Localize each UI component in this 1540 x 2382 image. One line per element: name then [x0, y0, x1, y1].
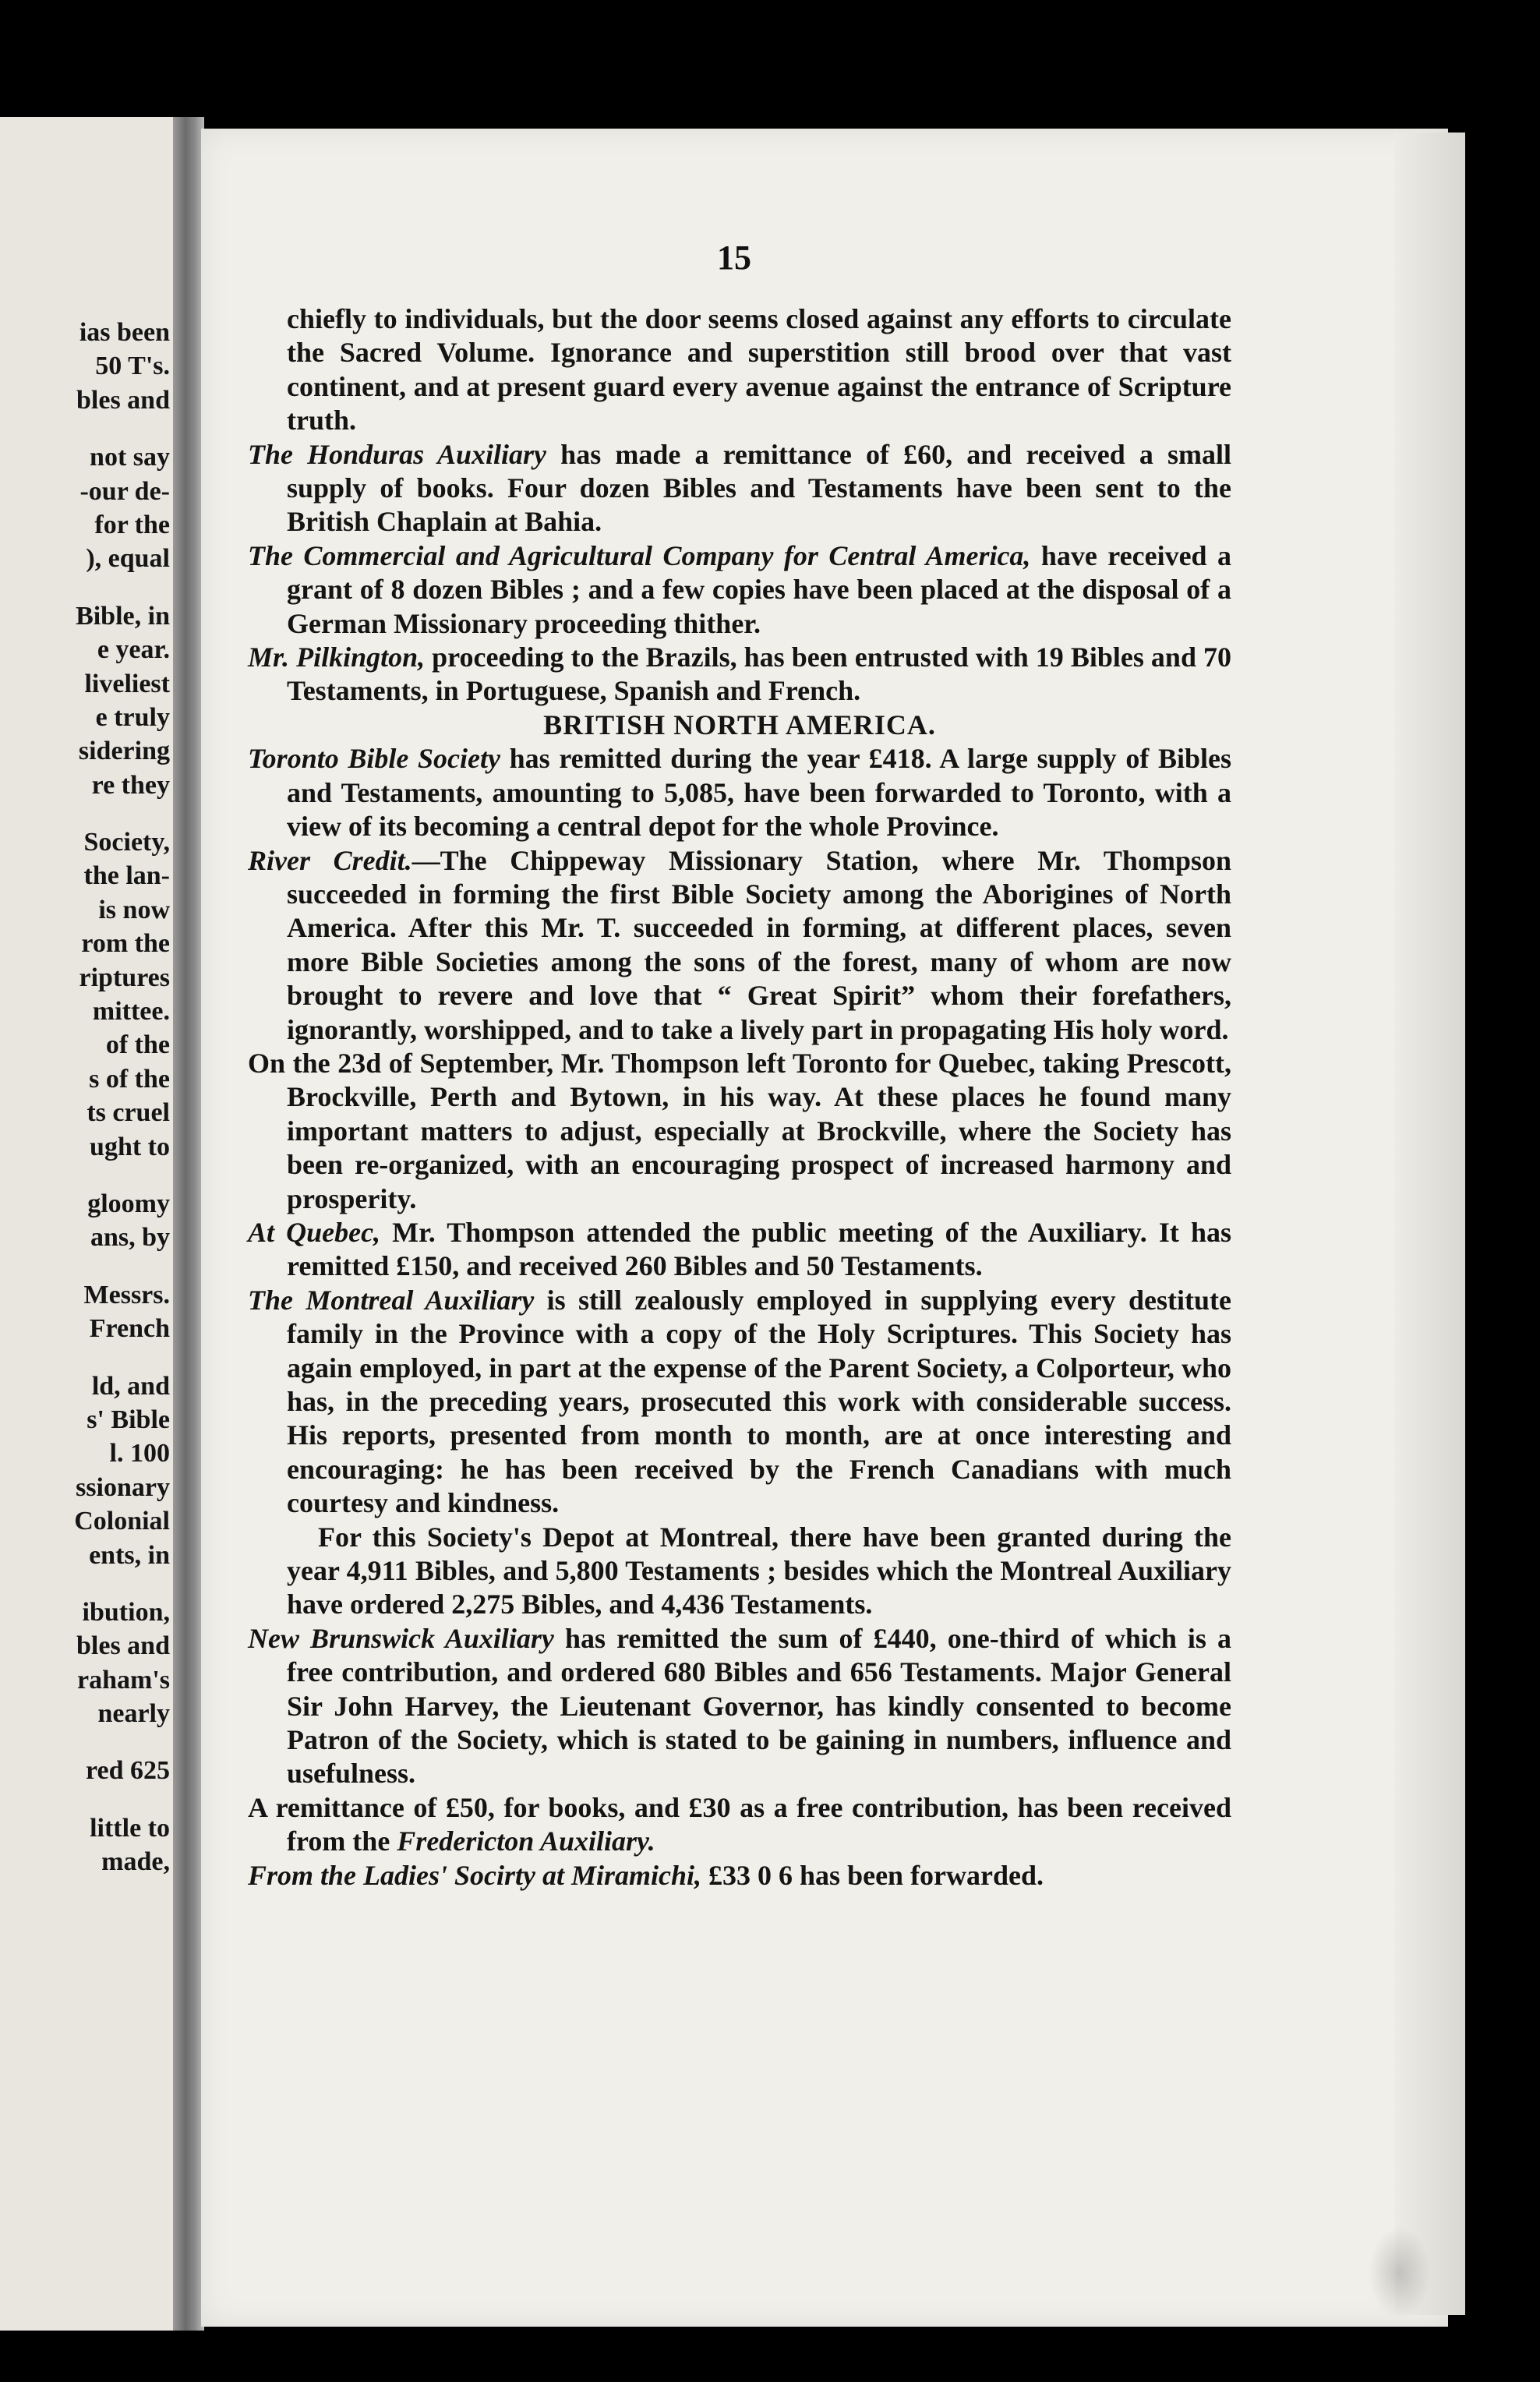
paragraph-tail-italic: Fredericton Auxiliary.	[397, 1825, 655, 1857]
paragraph	[248, 1791, 1231, 1859]
left-page-line: Society,	[83, 828, 170, 857]
left-page-line: red 625	[86, 1756, 170, 1786]
paragraph-lead: The Honduras Auxiliary	[248, 438, 547, 470]
paragraph	[248, 539, 1231, 641]
left-page-line: ias been	[79, 318, 170, 347]
paragraph-text: On the 23d of September, Mr. Thompson left Toronto for Quebec, taking Prescott, Brockville, Perth and Bytown, in his way. At these places he found many important matters to adjust, especially at Brockville, where the Society has been re-organized, with an encouraging prospect of increased harmony and prosperity.	[248, 1047, 1231, 1214]
left-page-line: e year.	[97, 635, 170, 665]
left-page-line: nearly	[97, 1699, 170, 1729]
left-page-line: l. 100	[109, 1439, 170, 1468]
paragraph-text: proceeding to the Brazils, has been entrusted with 19 Bibles and 70 Testaments, in Portuguese, Spanish and French.	[287, 641, 1232, 707]
paragraph-lead: New Brunswick Auxiliary	[248, 1622, 554, 1654]
left-page-line: of the	[105, 1030, 170, 1060]
left-page-line	[0, 802, 170, 825]
left-page-line: raham's	[77, 1665, 170, 1695]
left-page-line	[0, 576, 170, 599]
paragraph-text: —The Chippeway Missionary Station, where Mr. Thompson succeeded in forming the first Bible Society among the Aborigines of North America. After this Mr. T. succeeded in forming, at different places, seven more Bible Societies among the sons of the forest, many of whom are now brought to revere and love that “ Great Spirit” whom their forefathers, ignorantly, worshipped, and to take a lively part in propagating His holy word.	[287, 844, 1231, 1045]
left-page-line: made,	[101, 1847, 170, 1877]
paragraph	[248, 1622, 1231, 1791]
paragraph-text: £33 0 6 has been forwarded.	[701, 1859, 1044, 1891]
left-page-line: bles and	[76, 385, 170, 415]
left-page-line: re they	[91, 770, 170, 800]
paragraph	[248, 1521, 1231, 1622]
left-page-line: -our de-	[79, 476, 170, 506]
left-page-line: ught to	[90, 1132, 170, 1161]
left-page-line: ssionary	[76, 1472, 170, 1502]
paragraph-text: has remitted the sum of £440, one-third of which is a free contribution, and ordered 680 Bibles and 656 Testaments. Major General Sir John Harvey, the Lieutenant Governor, has kindly consented to become Patron of the Society, which is stated to be gaining in numbers, influence and usefulness.	[287, 1622, 1231, 1790]
paragraph	[248, 302, 1231, 438]
paragraph-lead: From the Ladies' Socirty at Miramichi,	[248, 1859, 702, 1891]
left-page-text-fragments	[0, 316, 170, 1879]
paragraph-lead: River Credit.	[248, 844, 412, 876]
left-page-line: ld, and	[91, 1371, 170, 1401]
left-page-line: s of the	[89, 1064, 170, 1094]
page-corner-smudge	[1369, 2226, 1431, 2320]
left-page-line	[0, 1164, 170, 1187]
left-page-line	[0, 1255, 170, 1278]
left-page-line: mittee.	[92, 997, 170, 1027]
left-page-line: liveliest	[84, 669, 170, 698]
paragraph-text: is still zealously employed in supplying every destitute family in the Province with a copy of the Holy Scriptures. This Society has again employed, in part at the expense of the Parent Society, a Colporteur, who has, in the preceding years, prosecuted this work with considerable success. His reports, presented from month to month, are at once interesting and encouraging: he has been received by the French Canadians with much courtesy and kindness.	[287, 1284, 1231, 1519]
left-page-line: Colonial	[74, 1507, 170, 1536]
left-page-line: for the	[94, 510, 170, 539]
left-page-line: sidering	[78, 737, 170, 766]
left-page-line	[0, 1346, 170, 1369]
paragraph-lead: At Quebec,	[248, 1216, 381, 1248]
paragraph-text: A remittance of £50, for books, and £30 as a free contribution, has been received from the	[248, 1791, 1231, 1857]
paragraph	[248, 1216, 1231, 1284]
paragraph-lead: Toronto Bible Society	[248, 743, 500, 775]
page-body-text	[248, 302, 1231, 1893]
left-page-line: bles and	[76, 1631, 170, 1661]
left-page-line: rom the	[81, 929, 170, 959]
left-page-line: is now	[98, 895, 170, 924]
left-page-line: not say	[90, 443, 170, 472]
left-page-line: ts cruel	[87, 1098, 170, 1128]
paragraph	[248, 1047, 1231, 1216]
left-page-line: ents, in	[89, 1540, 170, 1570]
left-page-line	[0, 1788, 170, 1811]
paragraph-lead: The Montreal Auxiliary	[248, 1284, 535, 1316]
book-gutter	[173, 117, 204, 2331]
left-page-line: ), equal	[86, 544, 170, 574]
left-page-line: ans, by	[90, 1223, 170, 1253]
paragraph-text: has remitted during the year £418. A large supply of Bibles and Testaments, amounting to 5,085, have been forwarded to Toronto, with a view of its becoming a central depot for the whole Province.	[287, 743, 1231, 843]
left-page-line: gloomy	[87, 1189, 170, 1218]
paragraph	[248, 1284, 1231, 1521]
left-page-line: ibution,	[82, 1597, 170, 1627]
paragraph-lead: Mr. Pilkington,	[248, 641, 426, 673]
paragraph-text: have received a grant of 8 dozen Bibles ; and a few copies have been placed at the disposal of a German Missionary proceeding thither.	[287, 539, 1232, 639]
paragraph-text: chiefly to individuals, but the door seems closed against any efforts to circulate the Sacred Volume. Ignorance and superstition still brood over that vast continent, and at present guard every avenue against the entrance of Scripture truth.	[287, 303, 1231, 436]
left-facing-page	[0, 117, 178, 2331]
left-page-line	[0, 1572, 170, 1596]
paragraph	[248, 438, 1231, 539]
paragraph	[248, 641, 1231, 709]
paragraph-text: has made a remittance of £60, and received a small supply of books. Four dozen Bibles and Testaments have been sent to the British Chaplain at Bahia.	[287, 438, 1231, 538]
left-page-line: the lan-	[83, 861, 170, 891]
paragraph-text: For this Society's Depot at Montreal, there have been granted during the year 4,911 Bibles, and 5,800 Testaments ; besides which the Montreal Auxiliary have ordered 2,275 Bibles, and 4,436 Testaments.	[287, 1521, 1231, 1620]
left-page-line: s' Bible	[87, 1405, 170, 1434]
paragraph	[248, 1859, 1231, 1893]
paragraph-text: Mr. Thompson attended the public meeting of the Auxiliary. It has remitted £150, and received 260 Bibles and 50 Testaments.	[287, 1216, 1231, 1282]
paragraph	[248, 844, 1231, 1047]
page-edge	[1395, 133, 1465, 2315]
left-page-line	[0, 1730, 170, 1754]
paragraph-lead: The Commercial and Agricultural Company for Central America,	[248, 539, 1031, 571]
left-page-line: e truly	[95, 702, 170, 732]
left-page-line: little to	[90, 1813, 170, 1843]
left-page-line: riptures	[79, 963, 170, 992]
left-page-line: Bible, in	[76, 601, 170, 631]
section-heading: BRITISH NORTH AMERICA.	[543, 709, 936, 740]
paragraph	[248, 742, 1231, 843]
left-page-line	[0, 417, 170, 440]
page-number: 15	[717, 239, 751, 277]
left-page-line: Messrs.	[83, 1280, 170, 1309]
left-page-line: French	[89, 1314, 170, 1344]
left-page-line: 50 T's.	[95, 352, 170, 381]
